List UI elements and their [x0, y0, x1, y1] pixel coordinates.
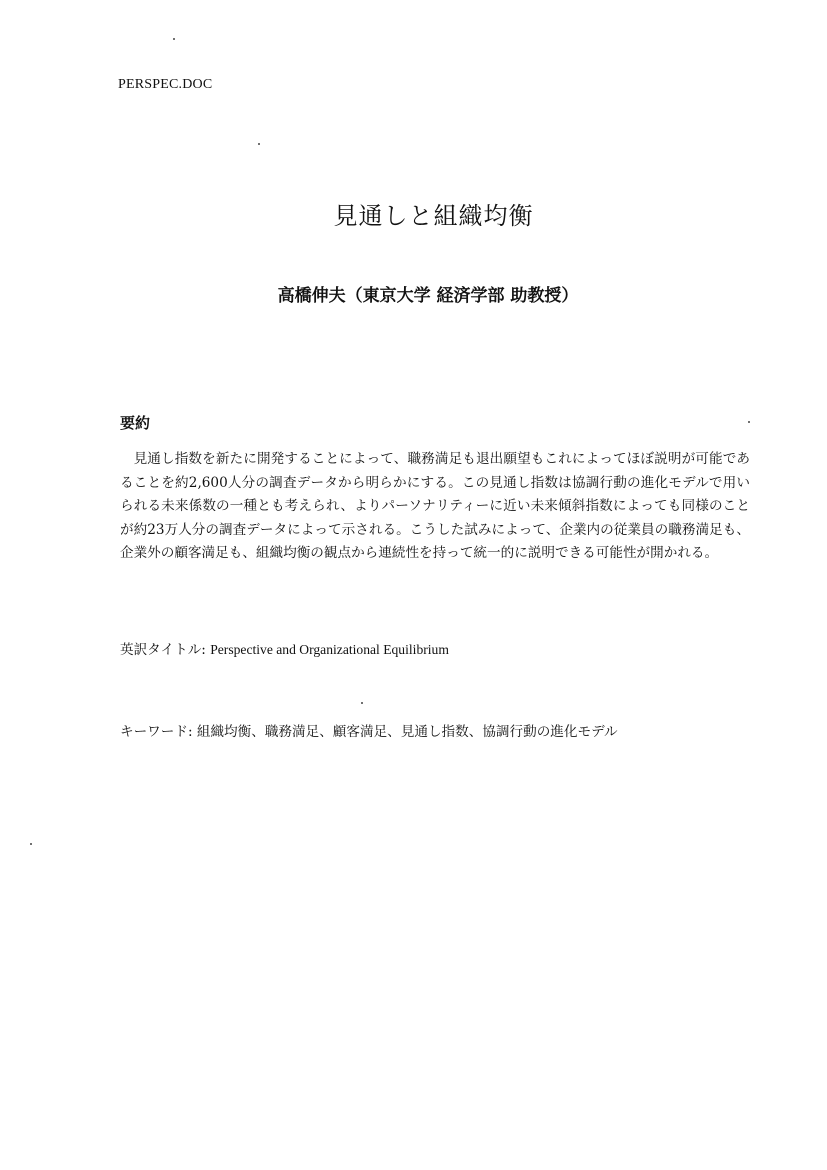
keywords-label: キーワード: [120, 724, 197, 740]
abstract-body: 見通し指数を新たに開発することによって、職務満足も退出願望もこれによってほぼ説明が可能であることを約2,600人分の調査データから明らかにする。この見通し指数は協調行動の進化モデルで用いられる未来係数の一種とも考えられ、よりパーソナリティーに近い未来傾斜指数によっても同様のことが約23万人分の調査データによって示される。こうした試みによって、企業内の従業員の職務満足も、企業外の顧客満足も、組織均衡の観点から連続性を持って統一的に説明できる可能性が開かれる。 [120, 451, 750, 561]
keywords-value: 組織均衡、職務満足、顧客満足、見通し指数、協調行動の進化モデル [196, 724, 618, 740]
file-label: PERSPEC.DOC [118, 77, 213, 92]
keywords-line [120, 720, 618, 740]
page-title: 見通しと組織均衡 [333, 202, 534, 231]
english-title-value: Perspective and Organizational Equilibrium [210, 642, 449, 657]
scan-speck-upper [258, 143, 260, 145]
scan-speck-left [30, 843, 32, 845]
english-title-line [120, 638, 449, 658]
scan-speck-top [173, 38, 175, 40]
abstract-heading: 要約 [120, 414, 151, 432]
scan-speck-right [748, 421, 750, 423]
english-title-label: 英訳タイトル: [120, 642, 211, 658]
scan-speck-middle [361, 702, 363, 704]
author-line: 高橋伸夫（東京大学 経済学部 助教授） [277, 286, 579, 306]
